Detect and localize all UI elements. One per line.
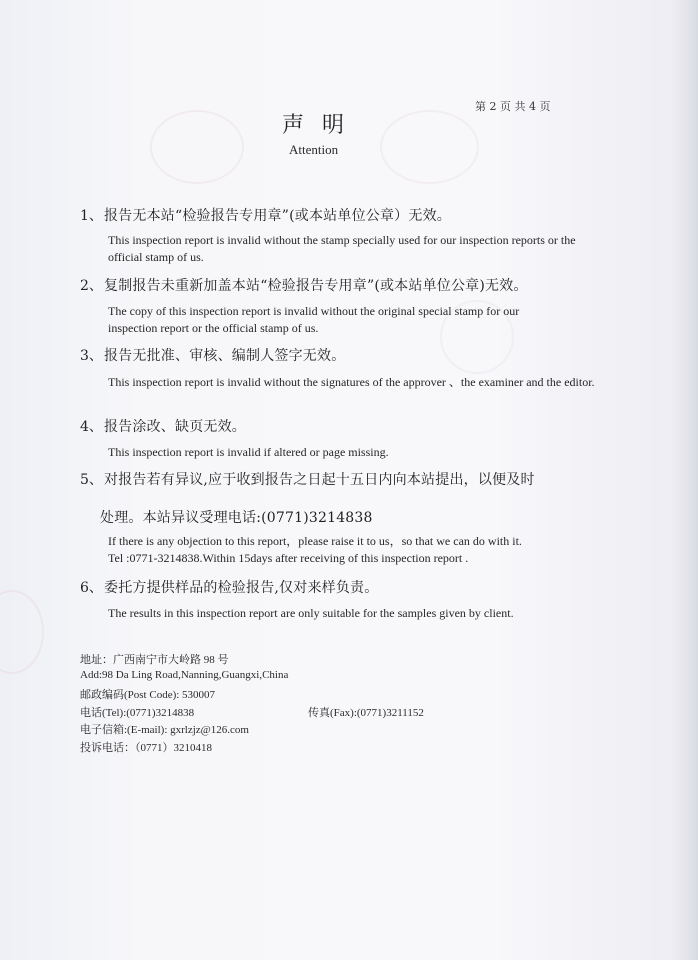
item-1-number: 1、 <box>80 208 103 224</box>
item-5-chinese-line1: 对报告若有异议,应于收到报告之日起十五日内向本站提出，以便及时 <box>104 472 535 488</box>
item-1-english: This inspection report is invalid without the stamp specially used for our inspection reports or the official stamp of us. <box>108 233 576 264</box>
item-5-number: 5、 <box>80 472 103 488</box>
email: 电子信箱:(E-mail): gxrlzjz@126.com <box>80 724 249 736</box>
item-3-chinese: 报告无批准、审核、编制人签字无效。 <box>104 348 346 364</box>
item-4-number: 4、 <box>80 419 103 435</box>
item-2-english: The copy of this inspection report is invalid without the original special stamp for our inspection report or the official stamp of us. <box>108 304 520 335</box>
item-4-english: This inspection report is invalid if altered or page missing. <box>108 445 389 459</box>
page-title-en: Attention <box>289 142 339 157</box>
page-title-cn: 声明 <box>282 113 363 138</box>
complaint-phone: 投诉电话：（0771）3210418 <box>80 742 212 754</box>
item-5-english-line1: If there is any objection to this report，please raise it to us，so that we can do with it. <box>108 534 522 548</box>
address-cn: 地址：广西南宁市大岭路 98 号 <box>80 654 229 666</box>
telephone: 电话(Tel):(0771)3214838 <box>80 707 195 719</box>
item-3-english: This inspection report is invalid without the signatures of the approver 、the examiner and the editor. <box>108 375 595 389</box>
faint-stamp-ghost <box>380 110 479 184</box>
item-2-number: 2、 <box>80 278 103 294</box>
item-4-chinese: 报告涂改、缺页无效。 <box>104 419 246 435</box>
paper-edge-shadow <box>672 0 698 960</box>
faint-stamp-ghost <box>150 110 244 184</box>
address-en: Add:98 Da Ling Road,Nanning,Guangxi,China <box>80 669 289 681</box>
fax: 传真(Fax):(0771)3211152 <box>308 707 424 719</box>
page-number: 第 2 页 共 4 页 <box>475 100 551 113</box>
item-2-chinese: 复制报告未重新加盖本站“检验报告专用章”(或本站单位公章)无效。 <box>104 278 528 294</box>
item-6-number: 6、 <box>80 580 103 596</box>
item-1-chinese: 报告无本站“检验报告专用章”(或本站单位公章）无效。 <box>104 208 451 224</box>
postcode: 邮政编码(Post Code): 530007 <box>80 689 216 701</box>
item-6-chinese: 委托方提供样品的检验报告,仅对来样负责。 <box>104 580 379 596</box>
item-6-english: The results in this inspection report are only suitable for the samples given by client. <box>108 606 514 620</box>
item-5-english-line2: Tel :0771-3214838.Within 15days after receiving of this inspection report . <box>108 551 469 565</box>
item-3-number: 3、 <box>80 348 103 364</box>
item-5-chinese-line2: 处理。本站异议受理电话:(0771)3214838 <box>100 510 373 526</box>
